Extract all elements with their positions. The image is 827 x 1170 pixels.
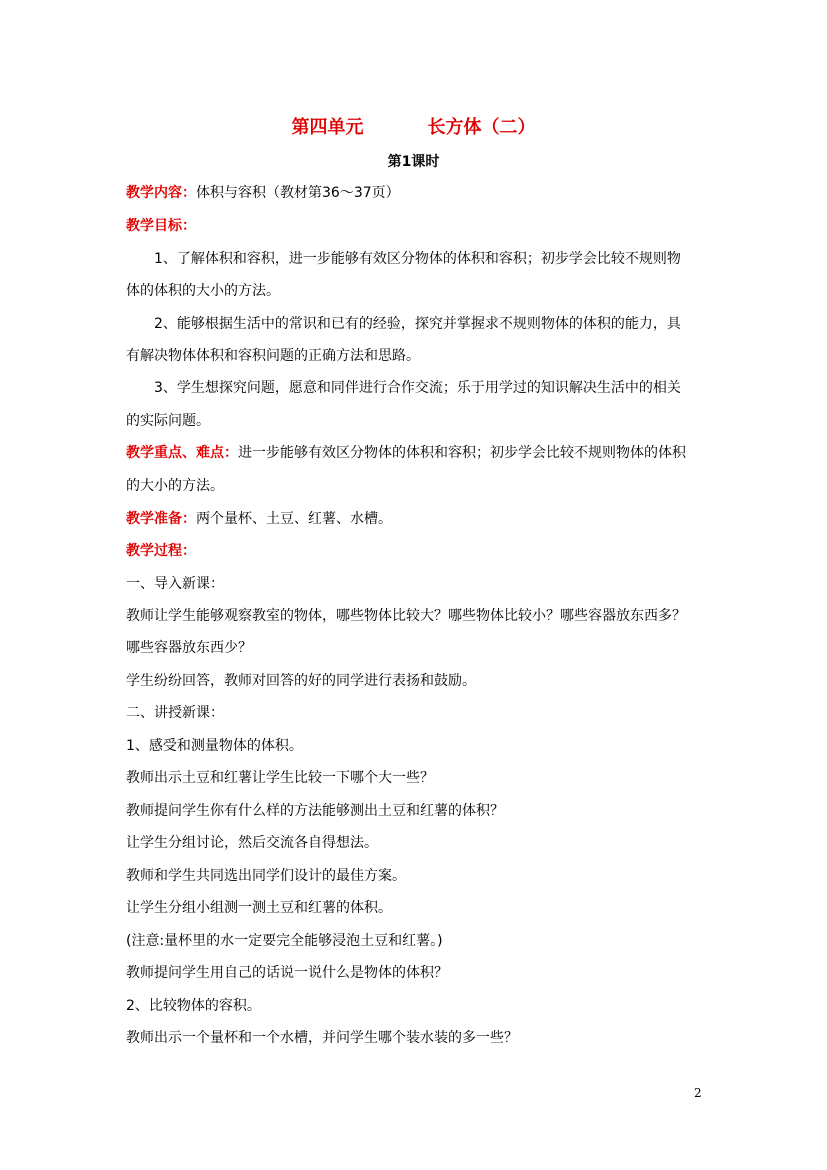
goal-3-line-b: 的实际问题。: [126, 413, 210, 429]
process-label: 教学过程：: [126, 543, 196, 559]
key-line-b: 的大小的方法。: [126, 478, 224, 494]
goal-1-line-b: 体的体积的大小的方法。: [126, 283, 280, 299]
process-line: 哪些容器放东西少？: [126, 640, 252, 656]
prep-label: 教学准备：: [126, 511, 196, 527]
process-line: (注意:量杯里的水一定要完全能够浸泡土豆和红薯。): [126, 933, 443, 949]
process-line: 教师出示一个量杯和一个水槽，并问学生哪个装水装的多一些？: [126, 1030, 518, 1046]
document-title: [0, 113, 827, 139]
section-1-heading: 一、导入新课：: [126, 576, 224, 592]
section-2-heading: 二、讲授新课：: [126, 705, 224, 721]
process-line: 2、比较物体的容积。: [126, 998, 261, 1014]
lesson-subtitle: 第1课时: [387, 154, 440, 170]
process-line: 学生纷纷回答，教师对回答的好的同学进行表扬和鼓励。: [126, 673, 476, 689]
goals-label: 教学目标：: [126, 218, 196, 234]
goal-3-line-a: 3、学生想探究问题，愿意和同伴进行合作交流；乐于用学过的知识解决生活中的相关: [154, 380, 681, 396]
content-label: 教学内容：: [126, 185, 196, 201]
process-line: 教师让学生能够观察教室的物体，哪些物体比较大？哪些物体比较小？哪些容器放东西多？: [126, 608, 686, 624]
process-line: 1、感受和测量物体的体积。: [126, 738, 303, 754]
goal-1-line-a: 1、了解体积和容积，进一步能够有效区分物体的体积和容积；初步学会比较不规则物: [154, 251, 681, 267]
process-line: 教师出示土豆和红薯让学生比较一下哪个大一些？: [126, 770, 434, 786]
key-line-a: [126, 443, 686, 463]
content-line: [126, 183, 400, 203]
title-topic: 长方体（二）: [427, 117, 536, 138]
title-unit: 第四单元: [291, 117, 364, 138]
prep-line: [126, 509, 392, 529]
process-line: 让学生分组讨论，然后交流各自得想法。: [126, 835, 378, 851]
process-line: 教师提问学生你有什么样的方法能够测出土豆和红薯的体积？: [126, 803, 504, 819]
content-text: 体积与容积（教材第36～37页）: [196, 185, 400, 201]
key-label: 教学重点、难点：: [126, 445, 238, 461]
goal-2-line-a: 2、能够根据生活中的常识和已有的经验，探究并掌握求不规则物体的体积的能力，具: [154, 316, 681, 332]
process-line: 教师和学生共同选出同学们设计的最佳方案。: [126, 868, 406, 884]
process-line: 教师提问学生用自己的话说一说什么是物体的体积？: [126, 965, 448, 981]
key-text-a: 进一步能够有效区分物体的体积和容积；初步学会比较不规则物体的体积: [238, 445, 686, 461]
goal-2-line-b: 有解决物体体积和容积问题的正确方法和思路。: [126, 348, 420, 364]
page-number: 2: [694, 1086, 702, 1100]
process-line: 让学生分组小组测一测土豆和红薯的体积。: [126, 900, 392, 916]
prep-text: 两个量杯、土豆、红薯、水槽。: [196, 511, 392, 527]
